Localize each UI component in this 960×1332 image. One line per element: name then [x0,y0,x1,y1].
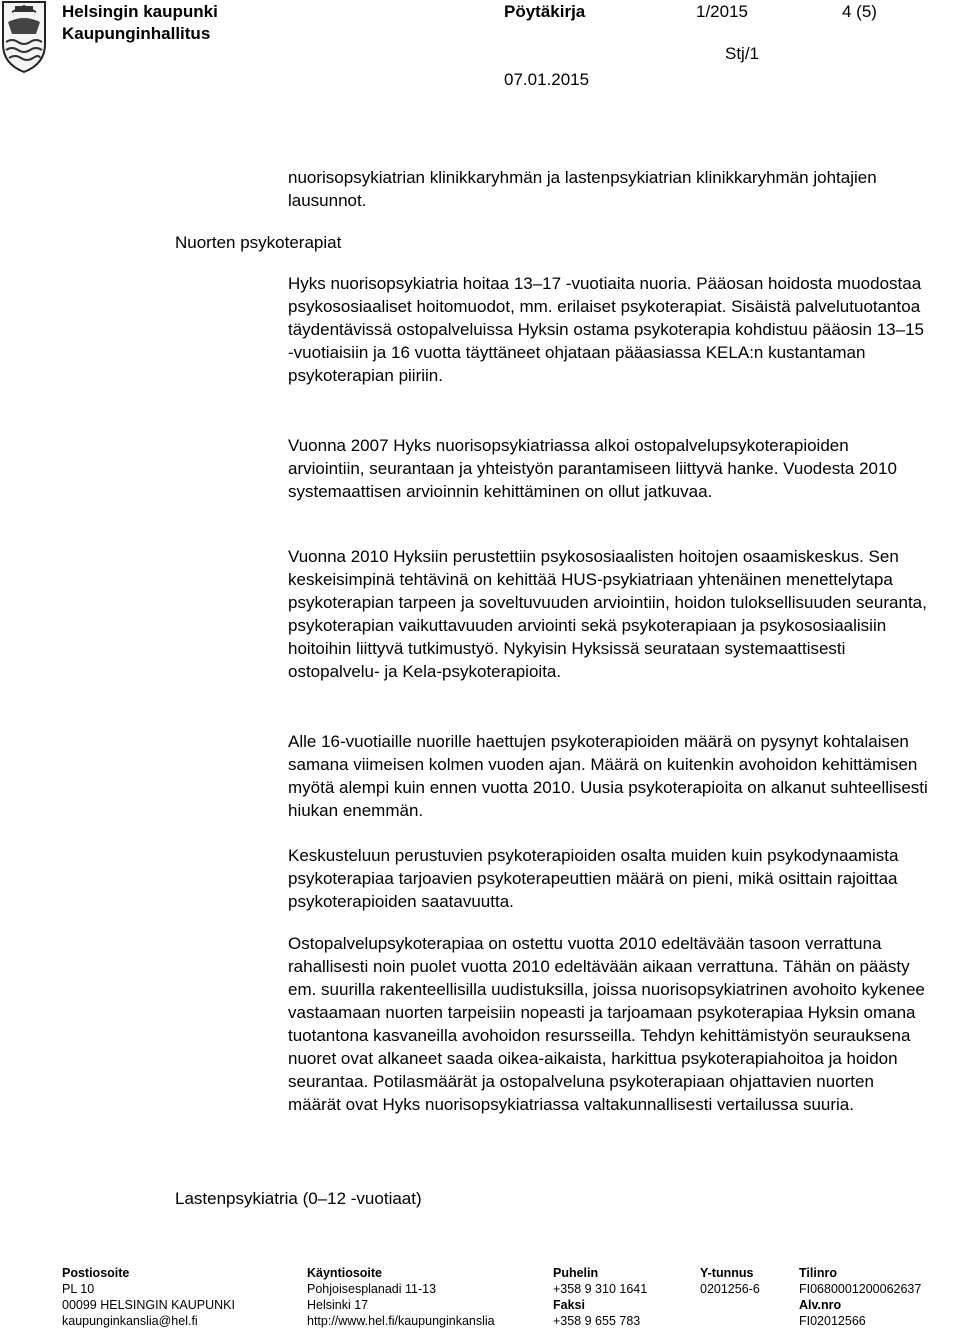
footer-line: +358 9 655 783 [553,1314,641,1328]
reference-code: Stj/1 [725,44,760,63]
footer-line: +358 9 310 1641 [553,1282,648,1296]
footer-heading: Käyntiosoite [307,1266,383,1280]
footer-line: 0201256-6 [700,1282,760,1296]
paragraph: Ostopalvelupsykoterapiaa on ostettu vuotta 2010 edeltävään tasoon verrattuna rahallisesti noin puolet vuotta 2010 edeltävään aikaan verrattuna. Tähän on päästy em. suurilla rakenteellisilla uudistuksilla, joissa nuorisopsykiatrinen avohoito kykenee vastaamaan nuorten tarpeisiin nopeasti ja tarjoamaan psykoterapiaa Hyksin omana tuotantona kasvaneilla avohoidon resursseilla. Tehdyn kehittämistyön seurauksena nuoret ovat alkaneet saada oikea-aikaista, harkittua psykoterapiahoitoa ja hoidon seurantaa. Potilasmäärät ja ostopalveluna psykoterapiaan ohjattavien nuorten määrät ovat Hyks nuorisopsykiatriassa valtakunnallisesti vertailussa suuria. [288,934,925,1114]
footer-postal [62,1265,235,1329]
footer-heading: Puhelin [553,1266,599,1280]
paragraph: Alle 16-vuotiaille nuorille haettujen psykoterapioiden määrä on pysynyt kohtalaisen samana viimeisen kolmen vuoden ajan. Määrä on kuitenkin avohoidon kehittämisen myötä alempi kuin ennen vuotta 2010. Uusia psykoterapioita on alkanut suhteellisesti hiukan enemmän. [288,732,928,820]
document-type: Pöytäkirja [504,2,586,21]
footer-heading: Tilinro [799,1266,837,1280]
footer-phone [553,1265,647,1329]
org-name: Helsingin kaupunki [62,2,218,21]
footer-heading: Alv.nro [799,1298,842,1312]
footer-line: PL 10 [62,1282,95,1296]
footer-email[interactable]: kaupunginkanslia@hel.fi [62,1314,198,1328]
footer-line: FI02012566 [799,1314,866,1328]
page-indicator: 4 (5) [842,2,877,21]
footer-url[interactable]: http://www.hel.fi/kaupunginkanslia [307,1314,495,1328]
footer-heading: Faksi [553,1298,585,1312]
footer-heading: Postiosoite [62,1266,130,1280]
footer-line: Helsinki 17 [307,1298,369,1312]
paragraph: Vuonna 2007 Hyks nuorisopsykiatriassa alkoi ostopalvelupsykoterapioiden arviointiin, seurantaan ja yhteistyön parantamiseen liittyvä hanke. Vuodesta 2010 systemaattisen arvioinnin kehittäminen on ollut jatkuvaa. [288,436,897,501]
side-heading-lasten: Lastenpsykiatria (0–12 -vuotiaat) [175,1189,422,1208]
paragraph: Keskusteluun perustuvien psykoterapioiden osalta muiden kuin psykodynaamista psykoterapiaa tarjoavien psykoterapeuttien määrä on pieni, mikä osittain rajoittaa psykoterapioiden saatavuutta. [288,846,899,911]
footer-line: 00099 HELSINGIN KAUPUNKI [62,1298,235,1312]
footer-account [799,1265,921,1329]
footer-visiting [307,1265,495,1329]
document-number: 1/2015 [696,2,748,21]
paragraph: Hyks nuorisopsykiatria hoitaa 13–17 -vuotiaita nuoria. Pääosan hoidosta muodostaa psykososiaaliset hoitomuodot, mm. erilaiset psykoterapiat. Sisäistä palvelutuotantoa täydentävissä ostopalveluissa Hyksin ostama psykoterapia kohdistuu pääosin 13–15 -vuotiaisiin ja 16 vuotta täyttäneet ohjataan pääasiassa KELA:n kustantaman psykoterapian piiriin. [288,274,924,385]
paragraph: Vuonna 2010 Hyksiin perustettiin psykososiaalisten hoitojen osaamiskeskus. Sen keskeisimpinä tehtävinä on kehittää HUS-psykiatriaan yhtenäinen menettelytapa psykoterapian tarpeen ja soveltuvuuden arviointiin, hoidon tuloksellisuuden seuranta, psykoterapian vaikuttavuuden arviointi sekä psykoterapiaan ja psykososiaalisiin hoitoihin liittyvä tutkimustyö. Nykyisin Hyksissä seurataan systemaattisesti ostopalvelu- ja Kela-psykoterapioita. [288,547,927,681]
page-footer [0,1265,960,1332]
city-crest-icon [0,0,48,74]
side-heading-nuorten: Nuorten psykoterapiat [175,233,342,252]
document-date: 07.01.2015 [504,70,590,89]
footer-business-id [700,1265,760,1297]
footer-line: Pohjoisesplanadi 11-13 [307,1282,437,1296]
footer-heading: Y-tunnus [700,1266,754,1280]
footer-line: FI0680001200062637 [799,1282,922,1296]
paragraph: nuorisopsykiatrian klinikkaryhmän ja lastenpsykiatrian klinikkaryhmän johtajien lausunnot. [288,168,877,210]
body-name: Kaupunginhallitus [62,24,211,43]
